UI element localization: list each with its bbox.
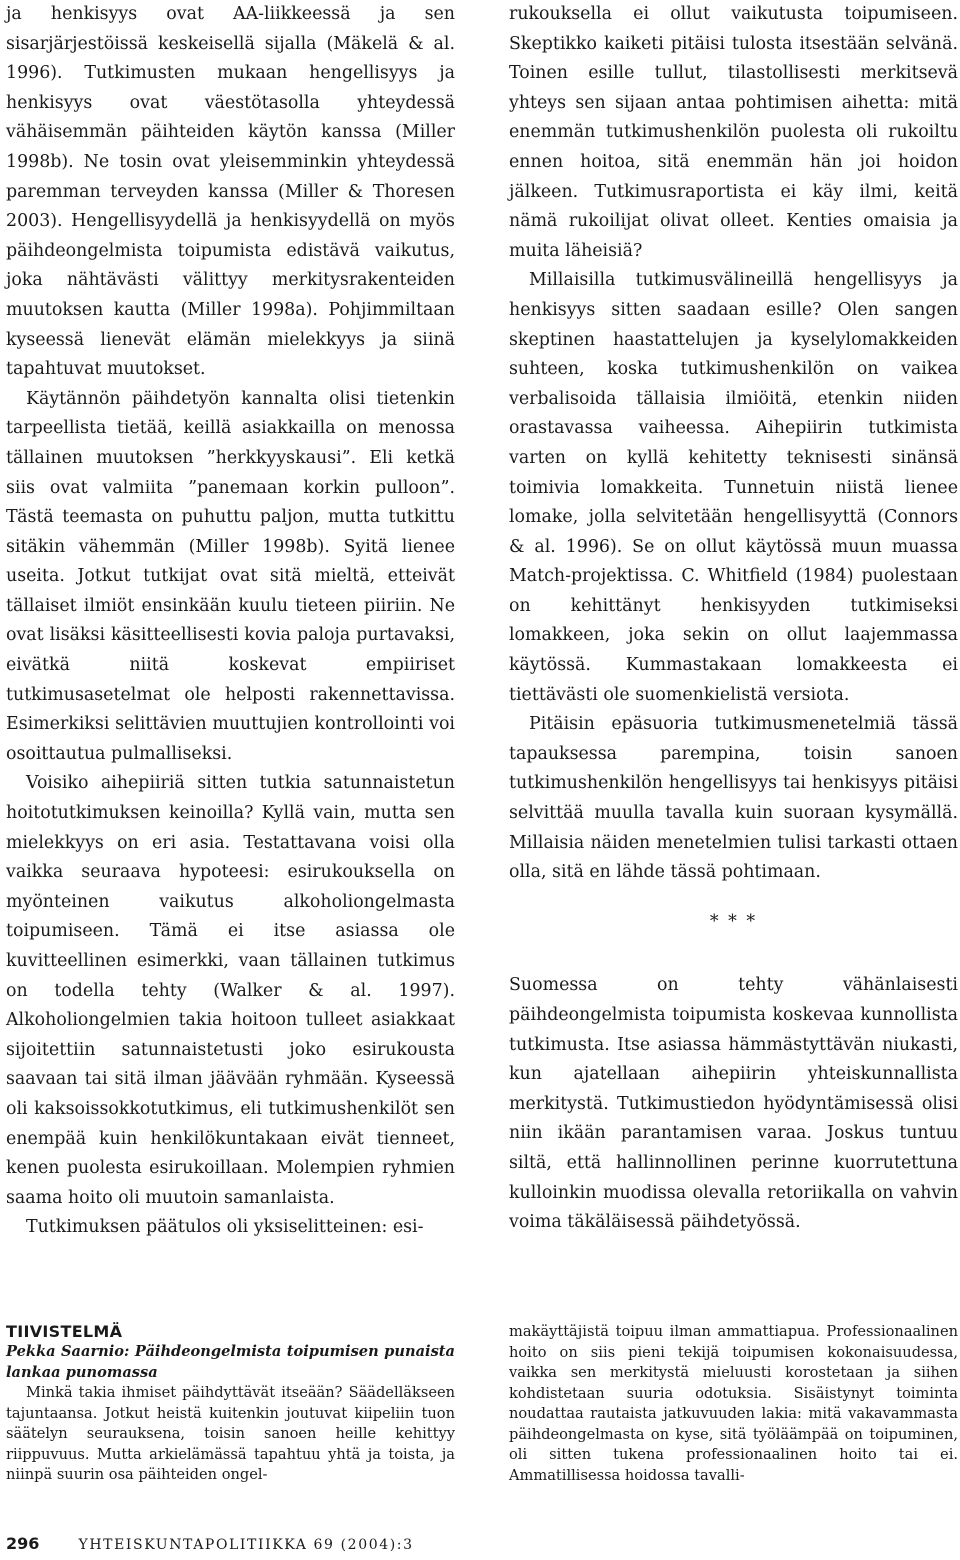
journal-title: YHTEISKUNTAPOLITIIKKA 69 (2004):3 bbox=[78, 1537, 414, 1553]
paragraph: Tutkimuksen päätulos oli yksiselitteinen: esi- bbox=[26, 1217, 424, 1238]
abstract-left bbox=[6, 1322, 455, 1486]
paragraph: rukouksella ei ollut vaikutusta toipumiseen. Skeptikko kaiketi pitäisi tulosta itsestään selvänä. Toinen esille tullut, tilastollisesti merkitsevä yhteys sen sijaan antaa pohtimisen aihetta: mitä enemmän tutkimushenkilön puolesta oli rukoiltu ennen hoitoa, sitä enemmän hän joi hoidon jälkeen. Tutkimusraportista ei käy ilmi, keitä nämä rukoilijat olivat olleet. Kenties omaisia ja muita läheisiä? bbox=[509, 4, 958, 261]
paragraph: Voisiko aihepiiriä sitten tutkia satunnaistetun hoitotutkimuksen keinoilla? Kyllä vain, mutta sen mielekkyys on eri asia. Testattavana voisi olla vaikka seuraava hypoteesi: esirukouksella on myönteinen vaikutus alkoholiongelmasta toipumiseen. Tämä ei itse asiassa ole kuvitteellinen esimerkki, vaan tällainen tutkimus on todella tehty (Walker & al. 1997). Alkoholiongelmien takia hoitoon tulleet asiakkaat sijoitettiin satunnaistetusti joko esirukousta saavaan tai sitä ilman jäävään ryhmään. Kyseessä oli kaksoissokkotutkimus, eli tutkimushenkilöt sen enempää kuin henkilökuntakaan eivät tienneet, kenen puolesta esirukoillaan. Molempien ryhmien saama hoito oli muutoin samanlaista. bbox=[6, 773, 455, 1208]
paragraph: ja henkisyys ovat AA-liikkeessä ja sen sisarjärjestöissä keskeisellä sijalla (Mäkelä & al. 1996). Tutkimusten mukaan hengellisyys ja henkisyys ovat väestötasolla yhteydessä vähäisemmän päihteiden käytön kanssa (Miller 1998b). Ne tosin ovat yleisemminkin yhteydessä paremman terveyden kanssa (Miller & Thoresen 2003). Hengellisyydellä ja henkisyydellä on myös päihdeongelmista toipumista edistävä vaikutus, joka nähtävästi välittyy merkitysrakenteiden muutoksen kautta (Miller 1998a). Pohjimmiltaan kyseessä lienevät elämän mielekkyys ja siinä tapahtuvat muutokset. bbox=[6, 4, 455, 380]
right-text-column bbox=[509, 0, 958, 1238]
paragraph: Käytännön päihdetyön kannalta olisi tietenkin tarpeellista tietää, keillä asiakkailla on menossa tällainen muutoksen ”herkkyyskausi”. Eli ketkä siis ovat valmiita ”panemaan korkin pulloon”. Tästä teemasta on puhuttu paljon, mutta tutkittu sitäkin vähemmän (Miller 1998b). Syitä lienee useita. Jotkut tutkijat ovat sitä mieltä, etteivät tällaiset ilmiöt ensinkään kuulu tieteen piiriin. Ne ovat lisäksi käsitteellisesti kovia paloja purtavaksi, eivätkä niitä koskevat empiiriset tutkimusasetelmat ole helposti rakennettavissa. Esimerkiksi selittävien muuttujien kontrollointi voi osoittautua pulmalliseksi. bbox=[6, 388, 455, 764]
page-footer bbox=[6, 1534, 414, 1555]
paragraph: Pitäisin epäsuoria tutkimusmenetelmiä tässä tapauksessa parempina, toisin sanoen tutkimushenkilön hengellisyys tai henkisyys pitäisi selvittää muulla tavalla kuin suoraan kysymällä. Millaisia näiden menetelmien tulisi tarkasti ottaen olla, sitä en lähde tässä pohtimaan. bbox=[509, 714, 958, 883]
abstract-body: makäyttäjistä toipuu ilman ammattiapua. Professionaalinen hoito on siis pieni tekijä toipumisen kokonaisuudessa, vaikka sen merkitystä mieluusti korostetaan ja siihen kohdistetaan suuria odotuksia. Sisäistynyt toiminta noudattaa rautaista jatkuvuuden lakia: mitä vakavammasta päihdeongelmasta on kyse, sitä työläämpää on toipuminen, oli sitten tukena professionaalinen hoito tai ei. Ammatillisessa hoidossa tavalli- bbox=[509, 1323, 958, 1484]
paragraph: Millaisilla tutkimusvälineillä hengellisyys ja henkisyys sitten saadaan esille? Olen sangen skeptinen haastattelujen ja kyselylomakkeiden suhteen, koska tutkimushenkilön on vaikea verbalisoida tällaisia ilmiöitä, etenkin niiden orastavassa vaiheessa. Aihepiirin tutkimista varten on kyllä kehitetty teknisesti sinänsä toimivia lomakkeita. Tunnetuin niistä lienee lomake, jolla selvitetään hengellisyyttä (Connors & al. 1996). Se on ollut käytössä muun muassa Match-projektissa. C. Whitfield (1984) puolestaan on kehittänyt henkisyyden tutkimiseksi lomakkeen, joka sekin on ollut laajemmassa käytössä. Kummastakaan lomakkeesta ei tiettävästi ole suomenkielistä versiota. bbox=[509, 270, 958, 705]
abstract-body: Minkä takia ihmiset päihdyttävät itseään? Säädelläkseen tajuntaansa. Jotkut heistä kuitenkin joutuvat kiipeliin tuon säätelyn seurauksena, toisin sanoen heille kehittyy riippuvuus. Mutta arkielämässä tapahtuu yhtä ja toista, ja niinpä suurin osa päihteiden ongel- bbox=[6, 1384, 455, 1483]
left-text-column bbox=[6, 0, 455, 1243]
page-number: 296 bbox=[6, 1534, 40, 1553]
abstract-author-title: Pekka Saarnio: Päihdeongelmista toipumisen punaista lankaa punomassa bbox=[6, 1343, 455, 1381]
section-separator: * * * bbox=[709, 911, 758, 932]
paragraph: Suomessa on tehty vähänlaisesti päihdeongelmista toipumista koskevaa kunnollista tutkimusta. Itse asiassa hämmästyttävän niukasti, kun ajatellaan aihepiirin yhteiskunnallista merkitystä. Tutkimustiedon hyödyntämisessä olisi niin ikään parantamisen varaa. Joskus tuntuu siltä, että hallinnollinen perinne kuorrutettuna kulloinkin muodissa olevalla retoriikalla on vahvin voima täkäläisessä päihdetyössä. bbox=[509, 975, 958, 1233]
abstract-right bbox=[509, 1322, 958, 1486]
abstract-heading: TIIVISTELMÄ bbox=[6, 1322, 123, 1341]
